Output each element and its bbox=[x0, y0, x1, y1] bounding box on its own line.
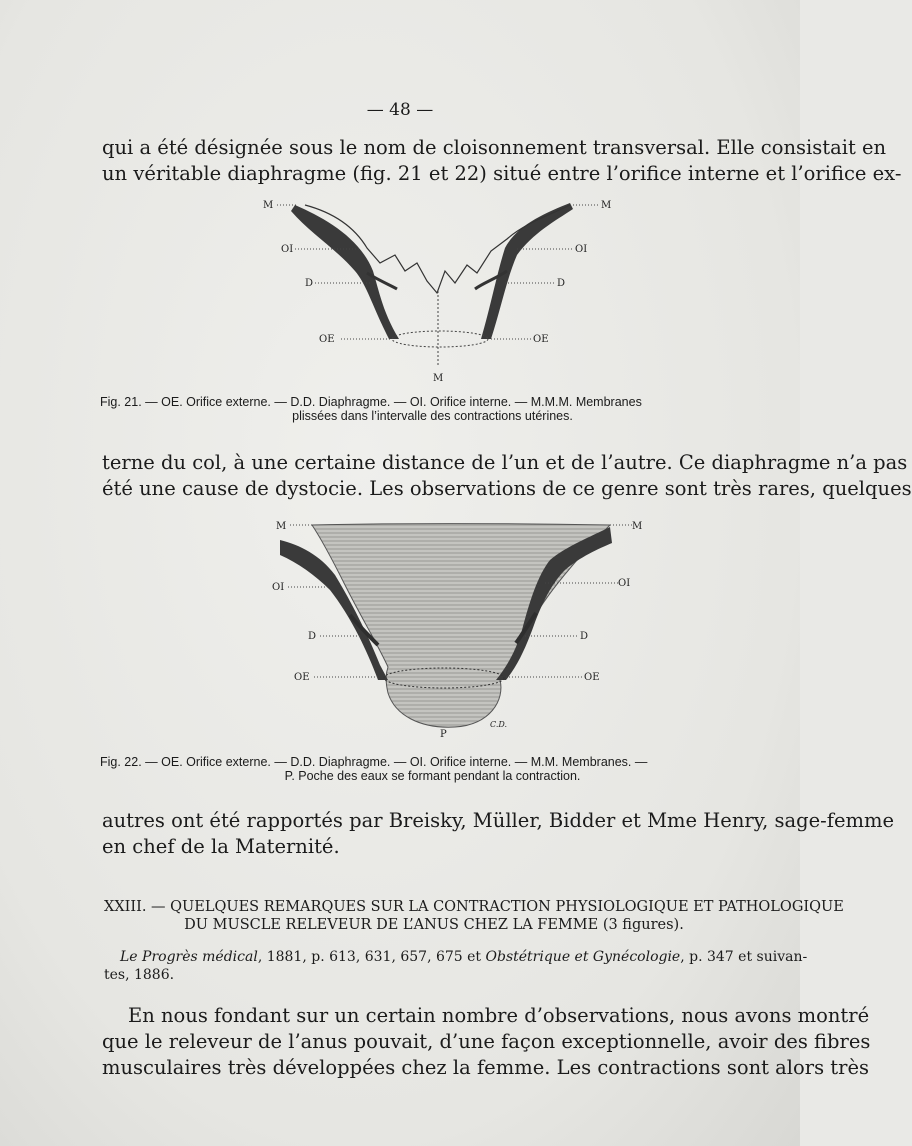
label-d-right: D bbox=[580, 631, 589, 642]
caption-line: Fig. 22. — OE. Orifice externe. — D.D. Diaphragme. — OI. Orifice interne. — M.M. Membranes. — bbox=[100, 755, 648, 769]
caption-line: P. Poche des eaux se formant pendant la contraction. bbox=[284, 769, 581, 783]
label-m-left: M bbox=[263, 200, 274, 211]
cervix-left-wall bbox=[291, 205, 399, 339]
label-m-left: M bbox=[276, 521, 287, 532]
label-oi-right: OI bbox=[575, 244, 588, 255]
heading-line: DU MUSCLE RELEVEUR DE L’ANUS CHEZ LA FEMME (3 figures). bbox=[184, 917, 684, 933]
label-cd: C.D. bbox=[490, 720, 508, 729]
paragraph-authors bbox=[102, 808, 895, 860]
label-oi-right: OI bbox=[618, 578, 631, 589]
paragraph-intro bbox=[102, 135, 902, 187]
figure-22-illustration bbox=[260, 515, 643, 740]
text-line: qui a été désignée sous le nom de cloisonnement transversal. Elle consistait en bbox=[102, 136, 887, 159]
figure-21-illustration bbox=[255, 193, 612, 385]
reference-line: Le Progrès médical, 1881, p. 613, 631, 657, 675 et Obstétrique et Gynécologie, p. 347 et suivan- bbox=[120, 949, 808, 965]
heading-line: XXIII. — QUELQUES REMARQUES SUR LA CONTRACTION PHYSIOLOGIQUE ET PATHOLOGIQUE bbox=[104, 899, 844, 915]
section-heading bbox=[104, 898, 844, 934]
label-oe-left: OE bbox=[319, 334, 335, 345]
caption-line: plissées dans l’intervalle des contractions utérines. bbox=[292, 409, 573, 423]
label-m-bottom: M bbox=[433, 373, 444, 384]
text-line: En nous fondant sur un certain nombre d’observations, nous avons montré bbox=[128, 1004, 870, 1027]
label-p: P bbox=[440, 729, 447, 740]
figure-21-caption bbox=[100, 395, 765, 423]
label-d-right: D bbox=[557, 278, 566, 289]
text-line: été une cause de dystocie. Les observations de ce genre sont très rares, quelques bbox=[102, 477, 912, 500]
paragraph-continued bbox=[102, 450, 912, 502]
label-oi-left: OI bbox=[281, 244, 294, 255]
page-number: — 48 — bbox=[366, 100, 434, 120]
text-line: terne du col, à une certaine distance de l’un et de l’autre. Ce diaphragme n’a pas bbox=[102, 451, 908, 474]
label-d-left: D bbox=[305, 278, 314, 289]
cervix-right-wall bbox=[481, 203, 573, 339]
label-oe-right: OE bbox=[533, 334, 549, 345]
text-line: que le releveur de l’anus pouvait, d’une façon exceptionnelle, avoir des fibres bbox=[102, 1030, 871, 1053]
external-orifice-ellipse bbox=[392, 331, 488, 347]
label-m-right: M bbox=[632, 521, 643, 532]
text-line: musculaires très développées chez la femme. Les contractions sont alors très bbox=[102, 1056, 870, 1079]
paragraph-body bbox=[102, 1003, 871, 1081]
label-m-right: M bbox=[601, 200, 612, 211]
reference-line: tes, 1886. bbox=[104, 967, 175, 983]
figure-22-caption bbox=[100, 755, 765, 783]
label-oi-left: OI bbox=[272, 582, 285, 593]
label-d-left: D bbox=[308, 631, 317, 642]
bibliographic-reference bbox=[104, 948, 808, 984]
journal-title: Obstétrique et Gynécologie bbox=[485, 949, 681, 965]
text-line: autres ont été rapportés par Breisky, Müller, Bidder et Mme Henry, sage-femme bbox=[102, 809, 895, 832]
label-oe-right: OE bbox=[584, 672, 600, 683]
text-line: en chef de la Maternité. bbox=[102, 835, 340, 858]
journal-title: Le Progrès médical bbox=[120, 949, 258, 965]
label-oe-left: OE bbox=[294, 672, 310, 683]
caption-line: Fig. 21. — OE. Orifice externe. — D.D. Diaphragme. — OI. Orifice interne. — M.M.M. Membranes bbox=[100, 395, 642, 409]
text-line: un véritable diaphragme (fig. 21 et 22) situé entre l’orifice interne et l’orifice ex- bbox=[102, 162, 902, 185]
